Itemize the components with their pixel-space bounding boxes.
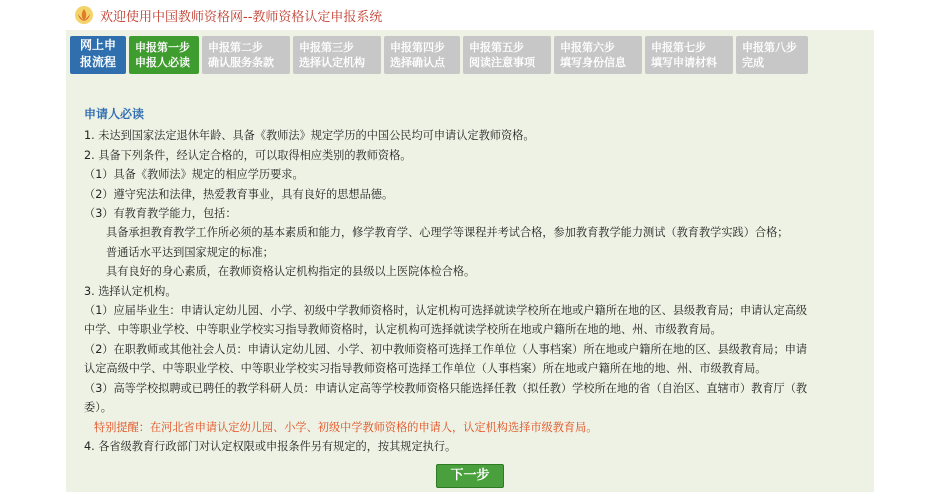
step-7[interactable] [645, 36, 733, 74]
step-4-title: 申报第四步 [390, 41, 445, 54]
step-1-title: 申报第一步 [135, 41, 190, 54]
step-6-title: 申报第六步 [560, 41, 615, 54]
notice-line-17: 4. 各省级教育行政部门对认定权限或申报条件另有规定的，按其规定执行。 [84, 439, 457, 453]
notice-line-15: 委）。 [84, 401, 112, 415]
step-4[interactable] [384, 36, 460, 74]
step-intro-line1: 网上申 [79, 38, 116, 52]
notice-line-12: （2）在职教师或其他社会人员：申请认定幼儿园、小学、初中教师资格可选择工作单位（人事档案）所在地或户籍所在地的区、县级教育局；申请 [84, 342, 808, 356]
step-1-label: 申报人必读 [135, 56, 190, 69]
next-step-button[interactable]: 下一步 [436, 464, 504, 488]
notice-line-2: 2. 具备下列条件，经认定合格的，可以取得相应类别的教师资格。 [84, 148, 412, 162]
step-6[interactable] [554, 36, 642, 74]
notice-line-7: 普通话水平达到国家规定的标准； [106, 245, 274, 259]
step-3-label: 选择认定机构 [299, 56, 365, 69]
step-4-label: 选择确认点 [390, 56, 445, 69]
step-1[interactable] [129, 36, 199, 74]
step-8-label: 完成 [742, 56, 764, 69]
step-5[interactable] [463, 36, 551, 74]
notice-line-6: 具备承担教育教学工作所必须的基本素质和能力，修学教育学、心理学等课程并考试合格，参加教育教学能力测试（教育教学实践）合格； [106, 226, 789, 240]
page-header [66, 0, 874, 30]
system-title: 欢迎使用中国教师资格网--教师资格认定申报系统 [100, 9, 383, 25]
notice-line-1: 1. 未达到国家法定退休年龄、具备《教师法》规定学历的中国公民均可申请认定教师资格。 [84, 129, 535, 143]
step-7-title: 申报第七步 [651, 41, 706, 54]
step-5-label: 阅读注意事项 [469, 56, 535, 69]
special-reminder: 特别提醒：在河北省申请认定幼儿园、小学、初级中学教师资格的申请人，认定机构选择市级教育局。 [94, 420, 598, 434]
step-2-title: 申报第二步 [208, 41, 263, 54]
step-3[interactable] [293, 36, 381, 74]
notice-line-3: （1）具备《教师法》规定的相应学历要求。 [84, 168, 304, 182]
notice-line-9: 3. 选择认定机构。 [84, 284, 177, 298]
step-5-title: 申报第五步 [469, 41, 524, 54]
notice-line-13: 认定高级中学、中等职业学校、中等职业学校实习指导教师资格可选择工作单位（人事档案）所在地或户籍所在地的地、州、市级教育局。 [84, 362, 767, 376]
step-3-title: 申报第三步 [299, 41, 354, 54]
lotus-logo-icon [74, 5, 94, 25]
step-7-label: 填写申请材料 [651, 56, 717, 69]
step-8-title: 申报第八步 [742, 41, 797, 54]
notice-line-8: 具有良好的身心素质，在教师资格认定机构指定的县级以上医院体检合格。 [106, 265, 476, 279]
step-intro-online-process[interactable] [70, 36, 126, 74]
notice-line-11: 中学、中等职业学校、中等职业学校实习指导教师资格时，认定机构可选择就读学校所在地或户籍所在地的地、州、市级教育局。 [84, 323, 722, 337]
main-panel [66, 30, 874, 492]
notice-line-14: （3）高等学校拟聘或已聘任的教学科研人员：申请认定高等学校教师资格只能选择任教（拟任教）学校所在地的省（自治区、直辖市）教育厅（教 [84, 381, 808, 395]
step-nav [70, 36, 808, 80]
applicant-notice [84, 105, 864, 456]
step-6-label: 填写身份信息 [560, 56, 626, 69]
step-2-label: 确认服务条款 [208, 56, 274, 69]
notice-line-4: （2）遵守宪法和法律，热爱教育事业，具有良好的思想品德。 [84, 187, 394, 201]
step-2[interactable] [202, 36, 290, 74]
notice-line-10: （1）应届毕业生：申请认定幼儿园、小学、初级中学教师资格时，认定机构可选择就读学校所在地或户籍所在地的区、县级教育局；申请认定高级 [84, 304, 808, 318]
notice-heading: 申请人必读 [84, 107, 145, 121]
notice-line-5: （3）有教育教学能力，包括： [84, 207, 237, 221]
step-intro-line2: 报流程 [79, 55, 116, 69]
step-8[interactable] [736, 36, 808, 74]
